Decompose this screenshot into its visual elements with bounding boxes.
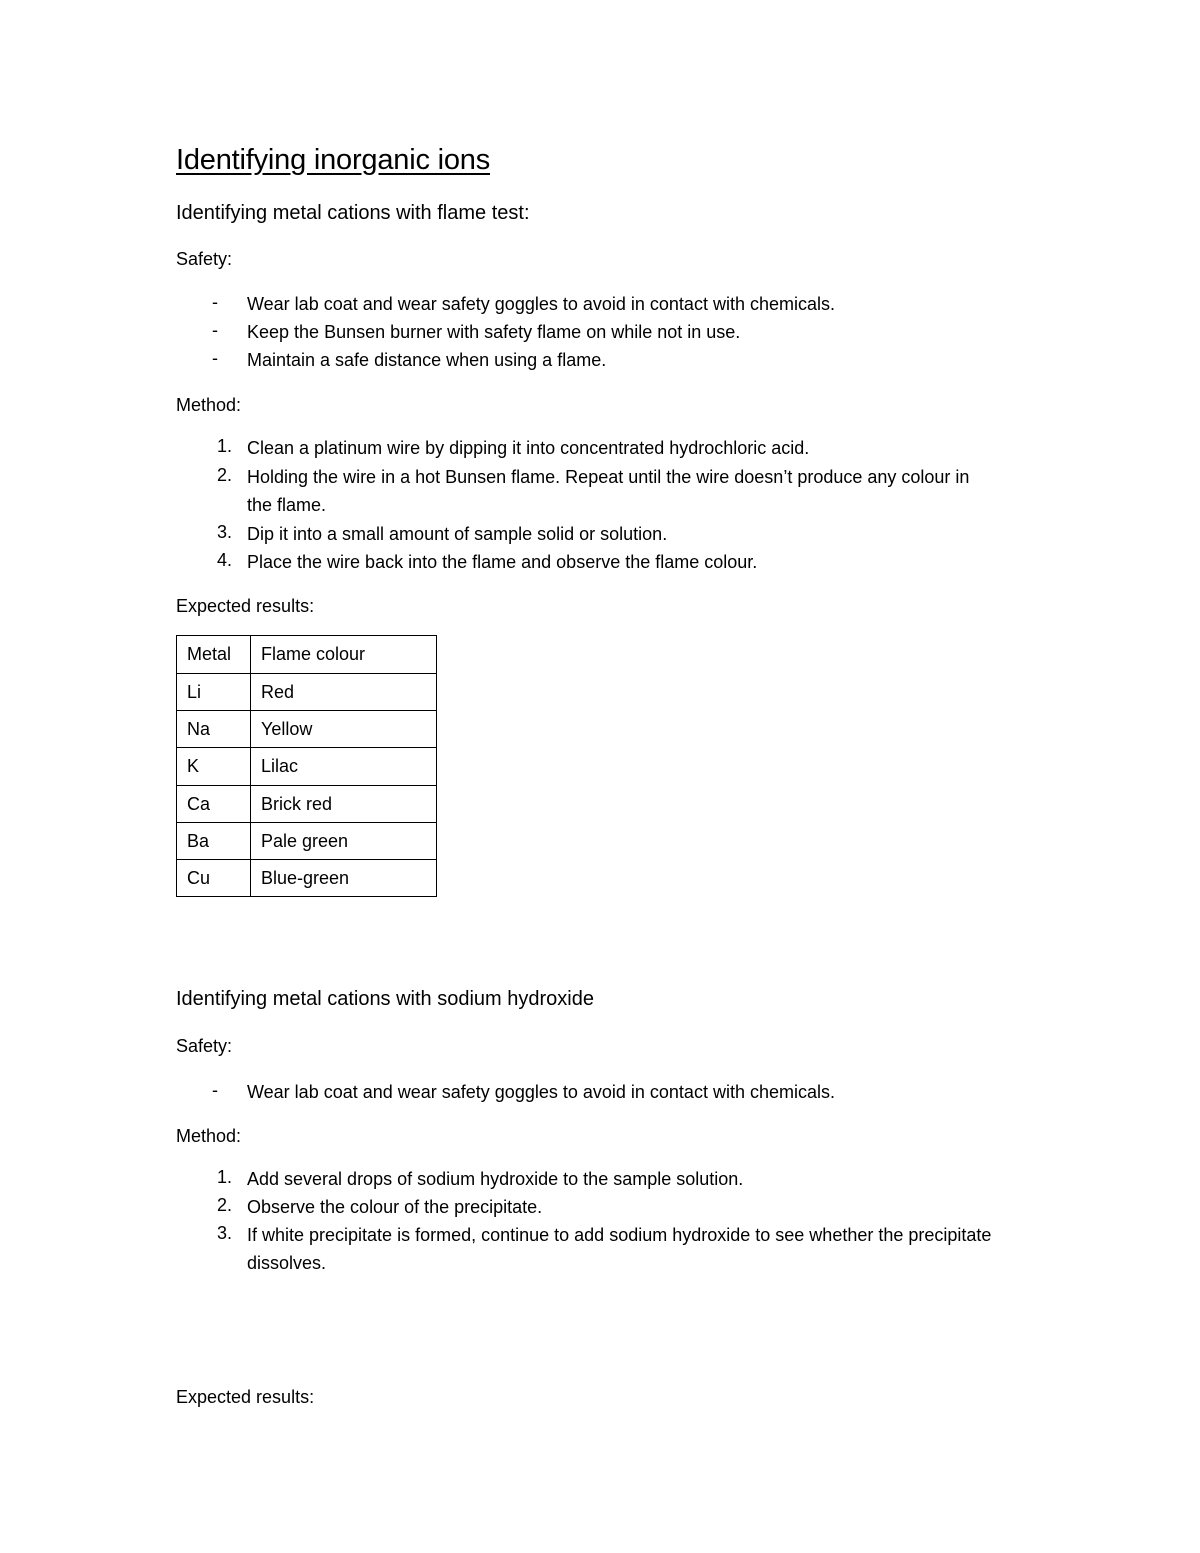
list-number: 1.	[216, 1167, 232, 1187]
table-header-cell: Flame colour	[251, 636, 437, 674]
method-label: Method:	[176, 1126, 242, 1146]
table-header-row	[177, 636, 437, 674]
list-bullet: -	[212, 348, 218, 368]
table-cell-colour: Blue-green	[251, 860, 437, 897]
safety-label: Safety:	[176, 1036, 233, 1056]
page-title: Identifying inorganic ions	[176, 144, 490, 176]
list-number: 1.	[216, 436, 232, 456]
table-cell-metal: Na	[177, 711, 251, 748]
list-number: 2.	[216, 465, 232, 485]
list-number: 2.	[216, 1195, 232, 1215]
list-item-text: Place the wire back into the flame and observe the flame colour.	[247, 552, 758, 572]
section-heading-sodium-hydroxide: Identifying metal cations with sodium hydroxide	[176, 988, 594, 1010]
table-row	[177, 748, 437, 786]
list-item-text: If white precipitate is formed, continue to add sodium hydroxide to see whether the precipitate dissolves.	[247, 1225, 992, 1273]
list-item-text: Add several drops of sodium hydroxide to the sample solution.	[247, 1169, 744, 1189]
list-number: 4.	[216, 550, 232, 570]
table-cell-metal: K	[177, 748, 251, 786]
list-item-text: Observe the colour of the precipitate.	[247, 1197, 543, 1217]
list-item-text: Clean a platinum wire by dipping it into concentrated hydrochloric acid.	[247, 438, 810, 458]
table-cell-metal: Ba	[177, 823, 251, 860]
list-bullet: -	[212, 292, 218, 312]
list-item-text: Maintain a safe distance when using a flame.	[247, 350, 607, 370]
table-cell-colour: Yellow	[251, 711, 437, 748]
table-cell-colour: Lilac	[251, 748, 437, 786]
list-item-text: Wear lab coat and wear safety goggles to avoid in contact with chemicals.	[247, 1082, 835, 1102]
table-header-cell: Metal	[177, 636, 251, 674]
flame-colour-table	[176, 635, 437, 897]
list-number: 3.	[216, 522, 232, 542]
table-row	[177, 674, 437, 711]
table-row	[177, 711, 437, 748]
expected-results-label: Expected results:	[176, 1387, 315, 1407]
table-cell-colour: Brick red	[251, 786, 437, 823]
safety-label: Safety:	[176, 249, 233, 269]
table-cell-colour: Pale green	[251, 823, 437, 860]
table-row	[177, 823, 437, 860]
expected-results-label: Expected results:	[176, 596, 315, 616]
table-row	[177, 860, 437, 897]
list-item-text: Wear lab coat and wear safety goggles to avoid in contact with chemicals.	[247, 294, 835, 314]
table-cell-metal: Cu	[177, 860, 251, 897]
list-item-text: Dip it into a small amount of sample solid or solution.	[247, 524, 668, 544]
list-number: 3.	[216, 1223, 232, 1243]
table-cell-colour: Red	[251, 674, 437, 711]
list-bullet: -	[212, 1080, 218, 1100]
table-row	[177, 786, 437, 823]
table-cell-metal: Li	[177, 674, 251, 711]
method-label: Method:	[176, 395, 242, 415]
section-heading-flame-test: Identifying metal cations with flame test:	[176, 202, 530, 224]
list-item-text: Keep the Bunsen burner with safety flame on while not in use.	[247, 322, 741, 342]
list-bullet: -	[212, 320, 218, 340]
list-item-text: Holding the wire in a hot Bunsen flame. Repeat until the wire doesn’t produce any colour in the flame.	[247, 467, 970, 515]
table-cell-metal: Ca	[177, 786, 251, 823]
